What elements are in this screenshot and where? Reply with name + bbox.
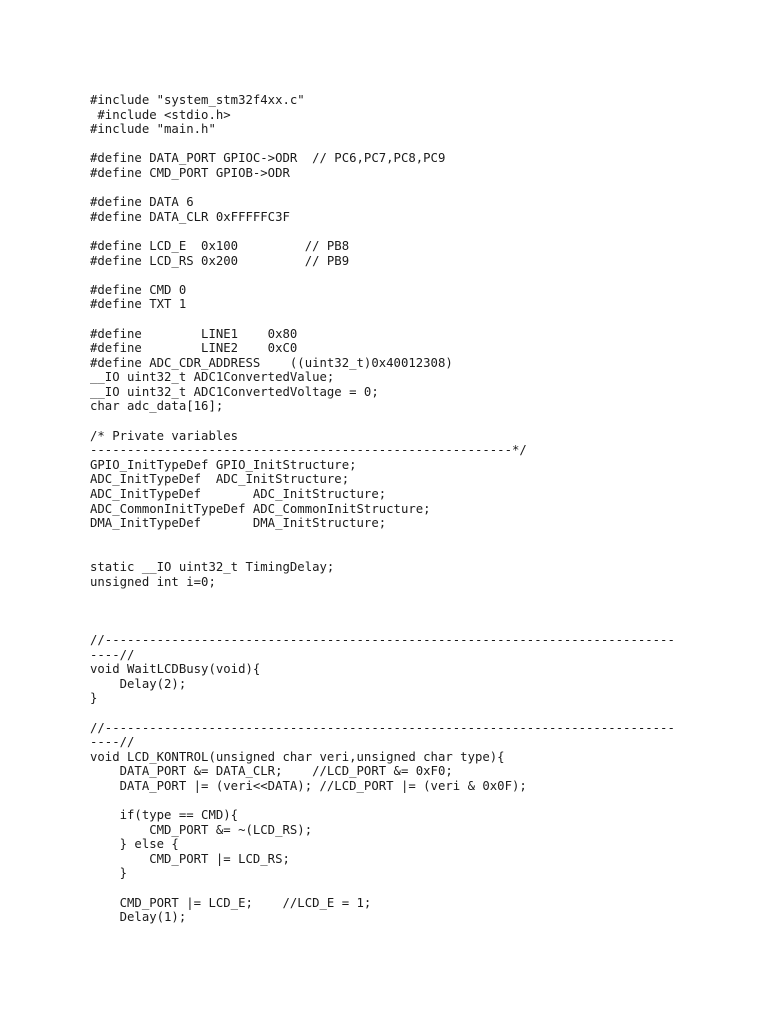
code-line: DMA_InitTypeDef DMA_InitStructure; xyxy=(90,516,387,531)
code-line xyxy=(90,312,750,327)
code-line: DATA_PORT |= (veri<<DATA); //LCD_PORT |= (veri & 0x0F); xyxy=(90,778,527,793)
code-line: #include <stdio.h> xyxy=(90,107,231,122)
code-line: } xyxy=(90,866,128,881)
code-line: __IO uint32_t ADC1ConvertedValue; xyxy=(90,370,335,385)
code-line: unsigned int i=0; xyxy=(90,574,216,589)
code-line: #define CMD 0 xyxy=(90,282,187,297)
code-line: //----------------------------------------------------------------------------- xyxy=(90,720,675,735)
code-line: /* Private variables xyxy=(90,428,239,443)
code-line: Delay(1); xyxy=(90,910,187,925)
code-line: __IO uint32_t ADC1ConvertedVoltage = 0; xyxy=(90,384,379,399)
code-line: ----// xyxy=(90,735,135,750)
code-line: DATA_PORT &= DATA_CLR; //LCD_PORT &= 0xF0; xyxy=(90,764,453,779)
code-line xyxy=(90,224,750,239)
code-line: #define DATA_CLR 0xFFFFFC3F xyxy=(90,209,290,224)
code-line xyxy=(90,414,750,429)
code-line: CMD_PORT &= ~(LCD_RS); xyxy=(90,822,313,837)
code-line: #define DATA 6 xyxy=(90,195,194,210)
code-line: ----// xyxy=(90,647,135,662)
code-line: #define CMD_PORT GPIOB->ODR xyxy=(90,165,290,180)
code-line: ADC_CommonInitTypeDef ADC_CommonInitStructure; xyxy=(90,501,431,516)
code-line xyxy=(90,589,750,604)
code-line xyxy=(90,137,750,152)
code-line: //----------------------------------------------------------------------------- xyxy=(90,632,675,647)
code-line xyxy=(90,706,750,721)
code-line: char adc_data[16]; xyxy=(90,399,224,414)
code-line: GPIO_InitTypeDef GPIO_InitStructure; xyxy=(90,457,357,472)
code-line: ADC_InitTypeDef ADC_InitStructure; xyxy=(90,487,387,502)
code-line: #include "system_stm32f4xx.c" xyxy=(90,93,305,107)
code-line: } else { xyxy=(90,837,179,852)
code-line: ---------------------------------------------------------*/ xyxy=(90,443,527,458)
code-line: #define LCD_RS 0x200 // PB9 xyxy=(90,253,350,268)
code-line: #define LINE1 0x80 xyxy=(90,326,298,341)
code-line xyxy=(90,881,750,896)
code-line: #define TXT 1 xyxy=(90,297,187,312)
code-line xyxy=(90,618,750,633)
code-line xyxy=(90,181,750,196)
code-line xyxy=(90,794,750,809)
code-line: void WaitLCDBusy(void){ xyxy=(90,662,261,677)
code-line xyxy=(90,545,750,560)
code-line: Delay(2); xyxy=(90,676,187,691)
code-line: static __IO uint32_t TimingDelay; xyxy=(90,560,335,574)
code-line: #define DATA_PORT GPIOC->ODR // PC6,PC7,PC8,PC9 xyxy=(90,151,446,166)
code-line: #define LCD_E 0x100 // PB8 xyxy=(90,238,350,253)
code-line: CMD_PORT |= LCD_RS; xyxy=(90,851,290,866)
code-line xyxy=(90,531,750,546)
code-line: if(type == CMD){ xyxy=(90,808,239,823)
code-line: #define LINE2 0xC0 xyxy=(90,341,298,356)
code-listing xyxy=(90,93,750,925)
code-line xyxy=(90,268,750,283)
code-line: #include "main.h" xyxy=(90,122,216,137)
code-line: void LCD_KONTROL(unsigned char veri,unsigned char type){ xyxy=(90,749,505,764)
code-line xyxy=(90,604,750,619)
code-line: #define ADC_CDR_ADDRESS ((uint32_t)0x40012308) xyxy=(90,355,453,370)
code-line: ADC_InitTypeDef ADC_InitStructure; xyxy=(90,472,350,487)
code-line: CMD_PORT |= LCD_E; //LCD_E = 1; xyxy=(90,895,372,910)
code-line: } xyxy=(90,691,98,706)
